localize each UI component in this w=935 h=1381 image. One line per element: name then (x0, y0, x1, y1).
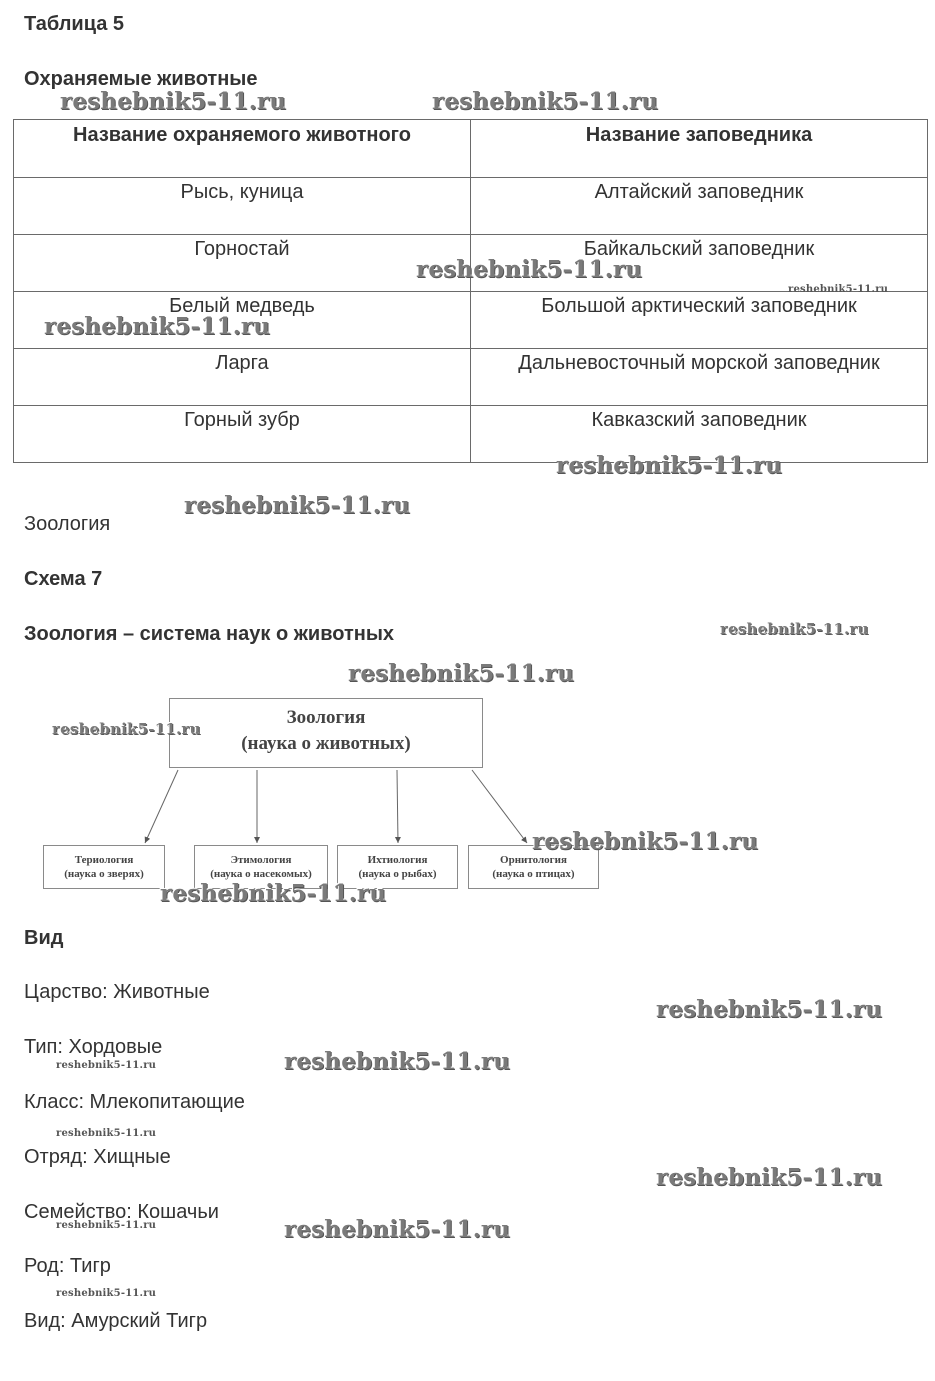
branch-subtitle: (наука о рыбах) (358, 868, 437, 880)
watermark: reshebnik5-11.ru (656, 1164, 883, 1191)
branch-title: Орнитология (500, 854, 567, 866)
species-item: Тип: Хордовые (24, 1036, 163, 1058)
watermark: reshebnik5-11.ru (532, 828, 759, 855)
watermark: reshebnik5-11.ru (56, 1288, 157, 1299)
cell-reserve: Большой арктический заповедник (471, 292, 928, 349)
species-item: Семейство: Кошачьи (24, 1201, 219, 1223)
watermark: reshebnik5-11.ru (556, 452, 783, 479)
species-item: Класс: Млекопитающие (24, 1091, 245, 1113)
watermark: reshebnik5-11.ru (56, 1060, 157, 1071)
watermark: reshebnik5-11.ru (56, 1220, 157, 1231)
branch-subtitle: (наука о зверях) (64, 868, 144, 880)
zoology-label: Зоология (24, 513, 111, 535)
watermark: reshebnik5-11.ru (60, 88, 287, 115)
watermark: reshebnik5-11.ru (432, 88, 659, 115)
branch-title: Ихтиология (367, 854, 428, 866)
zoology-main-box (169, 698, 483, 768)
cell-reserve: Дальневосточный морской заповедник (471, 349, 928, 406)
header-reserve: Название заповедника (471, 120, 928, 178)
branch-title: Териология (74, 854, 134, 866)
arrow-ornithology (472, 770, 527, 843)
species-item: Царство: Животные (24, 981, 210, 1003)
species-item: Род: Тигр (24, 1255, 111, 1277)
watermark: reshebnik5-11.ru (284, 1048, 511, 1075)
table-title: Охраняемые животные (24, 68, 258, 90)
watermark: reshebnik5-11.ru (184, 492, 411, 519)
main-box-title: Зоология (286, 707, 366, 728)
cell-reserve: Кавказский заповедник (471, 406, 928, 463)
species-title: Вид (24, 927, 64, 949)
cell-animal: Рысь, куница (14, 178, 471, 235)
header-animal: Название охраняемого животного (14, 120, 471, 178)
arrow-teriology (145, 770, 178, 843)
cell-animal: Горный зубр (14, 406, 471, 463)
branch-subtitle: (наука о насекомых) (210, 868, 312, 880)
scheme-title: Зоология – система наук о животных (24, 623, 395, 645)
cell-animal: Белый медведь (14, 292, 471, 349)
arrow-ichthyology (397, 770, 398, 843)
watermark: reshebnik5-11.ru (56, 1128, 157, 1139)
watermark: reshebnik5-11.ru (52, 720, 201, 738)
scheme-label: Схема 7 (24, 568, 103, 590)
watermark: reshebnik5-11.ru (720, 620, 869, 638)
branch-subtitle: (наука о птицах) (492, 868, 575, 880)
branch-title: Этимология (230, 854, 292, 866)
cell-animal: Ларга (14, 349, 471, 406)
watermark: reshebnik5-11.ru (656, 996, 883, 1023)
species-item: Отряд: Хищные (24, 1146, 171, 1168)
branch-box-teriology (43, 845, 165, 889)
table-label: Таблица 5 (24, 13, 125, 35)
watermark: reshebnik5-11.ru (44, 313, 271, 340)
watermark: reshebnik5-11.ru (788, 284, 889, 295)
watermark: reshebnik5-11.ru (416, 256, 643, 283)
species-item: Вид: Амурский Тигр (24, 1310, 208, 1332)
watermark: reshebnik5-11.ru (348, 660, 575, 687)
watermark: reshebnik5-11.ru (284, 1216, 511, 1243)
cell-reserve: Алтайский заповедник (471, 178, 928, 235)
watermark: reshebnik5-11.ru (160, 880, 387, 907)
main-box-subtitle: (наука о животных) (241, 733, 411, 754)
cell-animal: Горностай (14, 235, 471, 292)
cell-reserve: Байкальский заповедник (471, 235, 928, 292)
